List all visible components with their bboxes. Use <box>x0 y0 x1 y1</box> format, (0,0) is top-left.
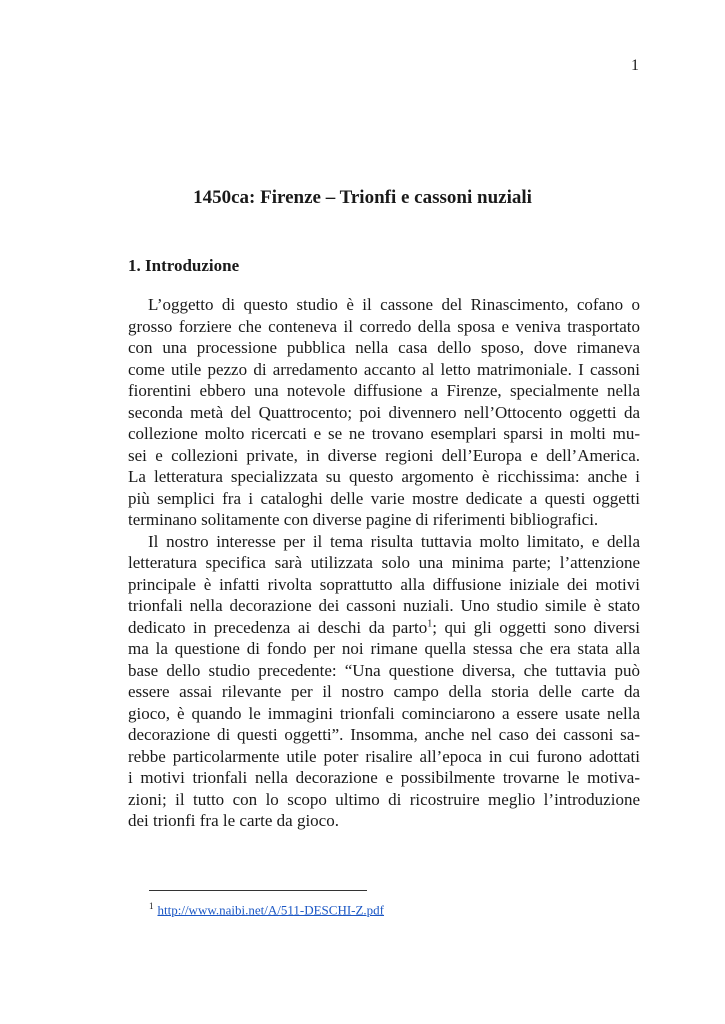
paragraph-2-line: rebbe particolarmente utile poter risalire all’epoca in cui furono adottati <box>128 746 640 766</box>
paragraph-2-text: ; qui gli oggetti sono diversi <box>432 617 640 637</box>
paragraph-2-line: essere assai rilevante per il nostro campo della storia delle carte da <box>128 682 640 701</box>
paragraph-2-line: zioni; il tutto con lo scopo ultimo di ricostruire meglio l’introduzione <box>128 789 640 809</box>
paragraph-2-line: ma la questione di fondo per noi rimane quella stessa che era stata alla <box>128 639 640 658</box>
paragraph-2-line: Il nostro interesse per il tema risulta tuttavia molto limitato, e della <box>148 531 640 551</box>
footnote <box>149 901 384 918</box>
paragraph-1-line: collezione molto ricercati e se ne trovano esemplari sparsi in molti mu- <box>128 424 640 443</box>
paragraph-2-line: decorazione di questi oggetti”. Insomma, anche nel caso dei cassoni sa- <box>128 725 640 744</box>
page-number: 1 <box>631 57 639 74</box>
paragraph-2-line: gioco, è quando le immagini trionfali cominciarono a essere usate nella <box>128 703 640 723</box>
paragraph-2-line: base dello studio precedente: “Una questione diversa, che tuttavia può <box>128 660 640 680</box>
paragraph-2-text: dedicato in precedenza ai deschi da parto <box>128 617 428 637</box>
section-heading: 1. Introduzione <box>128 256 240 275</box>
paragraph-1-line: come utile pezzo di arredamento accanto al letto matrimoniale. I cassoni <box>128 359 640 379</box>
paragraph-1-line: con una processione pubblica nella casa dello sposo, dove rimaneva <box>128 338 640 357</box>
paragraph-1-line: più semplici fra i cataloghi delle varie mostre dedicate a questi oggetti <box>128 488 640 508</box>
footnote-reference[interactable]: 1 <box>427 617 433 629</box>
paragraph-1-line: sei e collezioni private, in diverse regioni dell’Europa e dell’America. <box>128 445 640 465</box>
paragraph-1-line: seconda metà del Quattrocento; poi divennero nell’Ottocento oggetti da <box>128 402 640 422</box>
footnote-number: 1 <box>149 901 154 911</box>
paragraph-2-line: principale è infatti rivolta soprattutto alla diffusione iniziale dei motivi <box>128 574 640 594</box>
document-title: 1450ca: Firenze – Trionfi e cassoni nuziali <box>193 187 532 208</box>
paragraph-1-line: terminano solitamente con diverse pagine di riferimenti bibliografici. <box>128 510 599 529</box>
paragraph-1-line: grosso forziere che conteneva il corredo della sposa e veniva trasportato <box>128 316 640 336</box>
footnote-separator <box>149 890 367 891</box>
paragraph-1-line: L’oggetto di questo studio è il cassone del Rinascimento, cofano o <box>148 295 640 314</box>
footnote-link[interactable]: http://www.naibi.net/A/511-DESCHI-Z.pdf <box>157 902 385 918</box>
paragraph-1-line: fiorentini ebbero una notevole diffusione a Firenze, specialmente nella <box>128 381 640 400</box>
paragraph-2-line: dei trionfi fra le carte da gioco. <box>128 811 339 830</box>
paragraph-2-line: letteratura specifica sarà utilizzata solo una minima parte; l’attenzione <box>128 553 640 572</box>
paragraph-2-line: i motivi trionfali nella decorazione e possibilmente trovarne le motiva- <box>128 768 640 787</box>
paragraph-1-line: La letteratura specializzata su questo argomento è ricchissima: anche i <box>128 467 640 486</box>
paragraph-2-line-with-footnote <box>128 617 640 639</box>
paragraph-2-line: trionfali nella decorazione dei cassoni nuziali. Uno studio simile è stato <box>128 596 640 615</box>
body-text <box>128 294 640 832</box>
